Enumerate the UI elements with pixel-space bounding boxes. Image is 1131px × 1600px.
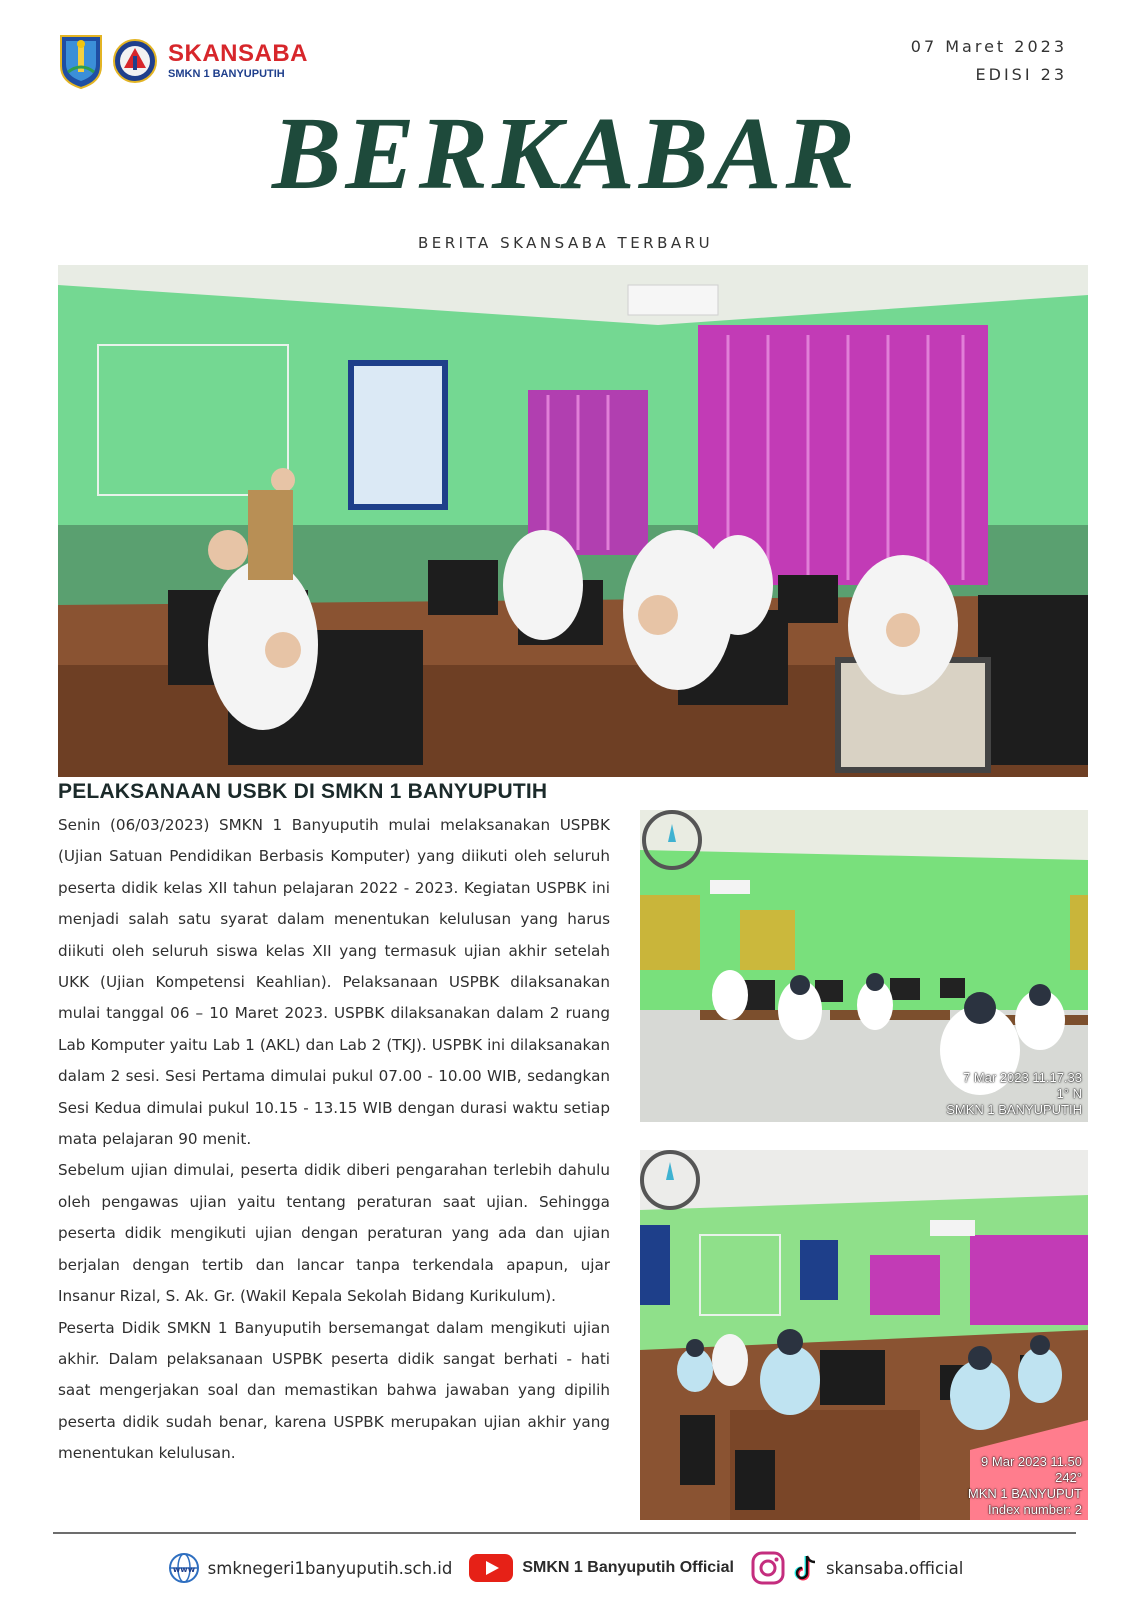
east-java-crest-icon: [58, 32, 104, 90]
youtube-icon: [468, 1552, 514, 1584]
edition-info: [911, 33, 1067, 89]
school-emblem-icon: [112, 38, 158, 84]
instagram-icon: [750, 1550, 786, 1586]
footer-youtube[interactable]: [468, 1552, 734, 1584]
article-headline: PELAKSANAAN USBK DI SMKN 1 BANYUPUTIH: [58, 780, 548, 803]
article-paragraph: Peserta Didik SMKN 1 Banyuputih bersemangat dalam mengikuti ujian akhir. Dalam pelaksanaan USPBK peserta didik sangat berhati - hati saat mengerjakan soal dan memastikan bahwa jawaban yang dipilih peserta didik sudah benar, karena USPBK merupakan ujian akhir yang menentukan kelulusan.: [58, 1318, 610, 1463]
website-url: smknegeri1banyuputih.sch.id: [207, 1558, 453, 1578]
photo-timestamp: 7 Mar 2023 11.17.33 1° N SMKN 1 BANYUPUTIH: [946, 1070, 1082, 1117]
article-paragraph: Sebelum ujian dimulai, peserta didik diberi pengarahan terlebih dahulu oleh pengawas ujian yaitu tentang peraturan saat ujian. Sehingga peserta didik mengikuti ujian dengan peraturan yang ada dan ujian berjalan dengan tertib dan lancar tanpa terkendala apapun, ujar Insanur Rizal, S. Ak. Gr. (Wakil Kepala Sekolah Bidang Kurikulum).: [58, 1161, 610, 1306]
svg-text:www: www: [172, 1565, 195, 1574]
hero-photo: [58, 265, 1088, 777]
side-photo-bottom: [640, 1150, 1088, 1520]
side-photo-top: [640, 810, 1088, 1122]
school-brand: [168, 42, 308, 80]
brand-subtitle: SMKN 1 BANYUPUTIH: [168, 68, 285, 80]
footer-divider: [53, 1532, 1076, 1534]
brand-name: SKANSABA: [168, 40, 309, 67]
masthead-title: BERKABAR: [272, 96, 859, 211]
article-paragraph: Senin (06/03/2023) SMKN 1 Banyuputih mulai melaksanakan USPBK (Ujian Satuan Pendidikan Berbasis Komputer) yang diikuti oleh seluruh peserta didik kelas XII tahun pelajaran 2022 - 2023. Kegiatan USPBK ini menjadi salah satu syarat dalam menentukan kelulusan yang harus diikuti oleh seluruh siswa kelas XII yang termasuk ujian akhir setelah UKK (Ujian Kompetensi Keahlian). Pelaksanaan USPBK dilaksanakan mulai tanggal 06 – 10 Maret 2023. USPBK dilaksanakan dalam 2 ruang Lab Komputer yaitu Lab 1 (AKL) dan Lab 2 (TKJ). USPBK ini dilaksanakan dalam 2 sesi. Sesi Pertama dimulai pukul 07.00 - 10.00 WIB, sedangkan Sesi Kedua dimulai pukul 10.15 - 13.15 WIB dengan durasi waktu setiap mata pelajaran 90 menit.: [58, 816, 610, 1149]
footer: [0, 1548, 1131, 1588]
globe-icon: [168, 1552, 200, 1584]
issue-date: 07 Maret 2023: [910, 37, 1067, 56]
tiktok-icon: [794, 1554, 818, 1582]
article-body: [58, 810, 610, 1470]
issue-number: EDISI 23: [975, 65, 1067, 84]
header-logos: [58, 32, 308, 90]
social-handle: skansaba.official: [825, 1558, 964, 1578]
footer-social[interactable]: [750, 1550, 963, 1586]
tagline: BERITA SKANSABA TERBARU: [417, 234, 714, 252]
photo-timestamp: 9 Mar 2023 11.50 242° MKN 1 BANYUPUT Index number: 2: [967, 1454, 1082, 1517]
youtube-channel: SMKN 1 Banyuputih Official: [522, 1559, 734, 1576]
footer-website[interactable]: [168, 1552, 453, 1584]
